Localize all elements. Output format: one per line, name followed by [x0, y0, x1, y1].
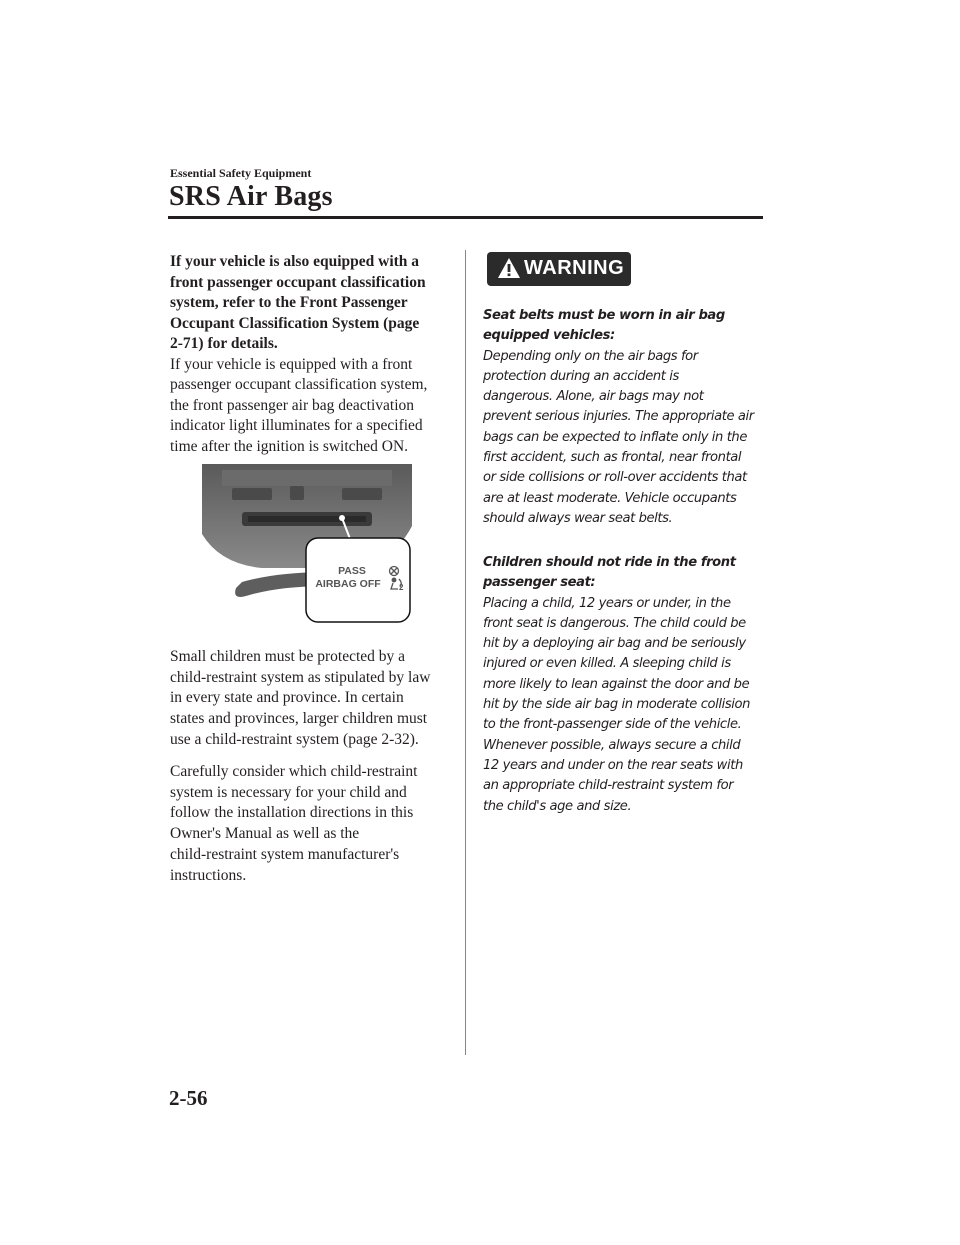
- warning-badge: [487, 252, 631, 286]
- text-line: system, refer to the Front Passenger: [170, 294, 408, 311]
- text-line: hit by a deploying air bag and be seriously: [483, 636, 746, 652]
- text-line: Depending only on the air bags for: [483, 348, 698, 364]
- text-line: or side collisions or roll-over accidents that: [483, 470, 747, 486]
- text-line: injured or even killed. A sleeping child is: [483, 656, 731, 672]
- text-line: Seat belts must be worn in air bag: [483, 308, 725, 323]
- text-line: Children should not ride in the front: [483, 555, 736, 570]
- text-line: 2-71) for details.: [170, 335, 278, 352]
- text-line: to the front-passenger side of the vehicle.: [483, 717, 742, 733]
- text-line: bags can be expected to inflate only in the: [483, 429, 747, 445]
- warning-body: [483, 347, 768, 530]
- text-line: If your vehicle is equipped with a front: [170, 355, 413, 373]
- text-line: first accident, such as frontal, near frontal: [483, 450, 742, 466]
- child-restraint-paragraph: [170, 762, 442, 886]
- indicator-pass-text: PASS: [338, 565, 366, 577]
- text-line: time after the ignition is switched ON.: [170, 437, 409, 455]
- text-line: 12 years and under on the rear seats with: [483, 757, 743, 773]
- text-line: prevent serious injuries. The appropriate air: [483, 409, 754, 425]
- child-protection-paragraph: [170, 647, 442, 751]
- column-divider: [465, 250, 466, 1055]
- text-line: front seat is dangerous. The child could be: [483, 615, 746, 631]
- text-line: indicator light illuminates for a specified: [170, 417, 423, 434]
- text-line: hit by the side air bag in moderate collision: [483, 697, 750, 713]
- text-line: follow the installation directions in this: [170, 804, 414, 822]
- text-line: system is necessary for your child and: [170, 783, 407, 801]
- intro-paragraph: [170, 355, 442, 458]
- intro-section: [170, 252, 442, 457]
- warning-body: [483, 594, 768, 817]
- text-line: Occupant Classification System (page: [170, 314, 420, 332]
- text-line: should always wear seat belts.: [483, 510, 673, 526]
- text-line: protection during an accident is: [483, 368, 679, 384]
- intro-bold-paragraph: [170, 252, 442, 355]
- text-line: front passenger occupant classification: [170, 273, 426, 291]
- text-line: more likely to lean against the door and be: [483, 676, 750, 692]
- text-line: equipped vehicles:: [483, 328, 615, 344]
- indicator-figure: [202, 464, 412, 624]
- text-line: instructions.: [170, 866, 247, 884]
- warning-seat-belts: [483, 306, 768, 529]
- text-line: use a child-restraint system (page 2-32).: [170, 730, 419, 748]
- warning-children-front-seat: [483, 553, 768, 817]
- text-line: Small children must be protected by a: [170, 648, 406, 665]
- text-line: child-restraint system manufacturer's: [170, 845, 400, 863]
- text-line: the front passenger air bag deactivation: [170, 396, 415, 414]
- svg-text:2: 2: [399, 583, 404, 592]
- text-line: passenger seat:: [483, 575, 596, 591]
- text-line: an appropriate child-restraint system for: [483, 778, 734, 794]
- warning-triangle-icon: [497, 257, 521, 279]
- header-rule: [168, 216, 763, 219]
- warning-heading: [483, 553, 768, 594]
- text-line: are at least moderate. Vehicle occupants: [483, 490, 737, 506]
- text-line: If your vehicle is also equipped with a: [170, 253, 420, 270]
- text-line: Owner's Manual as well as the: [170, 825, 360, 843]
- text-line: the child's age and size.: [483, 798, 632, 814]
- indicator-airbag-off-text: AIRBAG OFF: [315, 578, 381, 590]
- page-title: SRS Air Bags: [169, 181, 333, 212]
- text-line: Carefully consider which child-restraint: [170, 763, 418, 780]
- text-line: states and provinces, larger children must: [170, 710, 428, 728]
- page-number: 2-56: [169, 1086, 208, 1110]
- text-line: Whenever possible, always secure a child: [483, 737, 741, 753]
- warning-heading: [483, 306, 768, 347]
- overhead-console-illustration: [202, 464, 412, 624]
- text-line: passenger occupant classification system,: [170, 376, 428, 393]
- text-line: dangerous. Alone, air bags may not: [483, 389, 704, 405]
- section-label: Essential Safety Equipment: [170, 166, 312, 180]
- text-line: in every state and province. In certain: [170, 689, 404, 707]
- text-line: child-restraint system as stipulated by law: [170, 668, 431, 686]
- text-line: Placing a child, 12 years or under, in the: [483, 595, 731, 611]
- warning-label: WARNING: [524, 257, 625, 279]
